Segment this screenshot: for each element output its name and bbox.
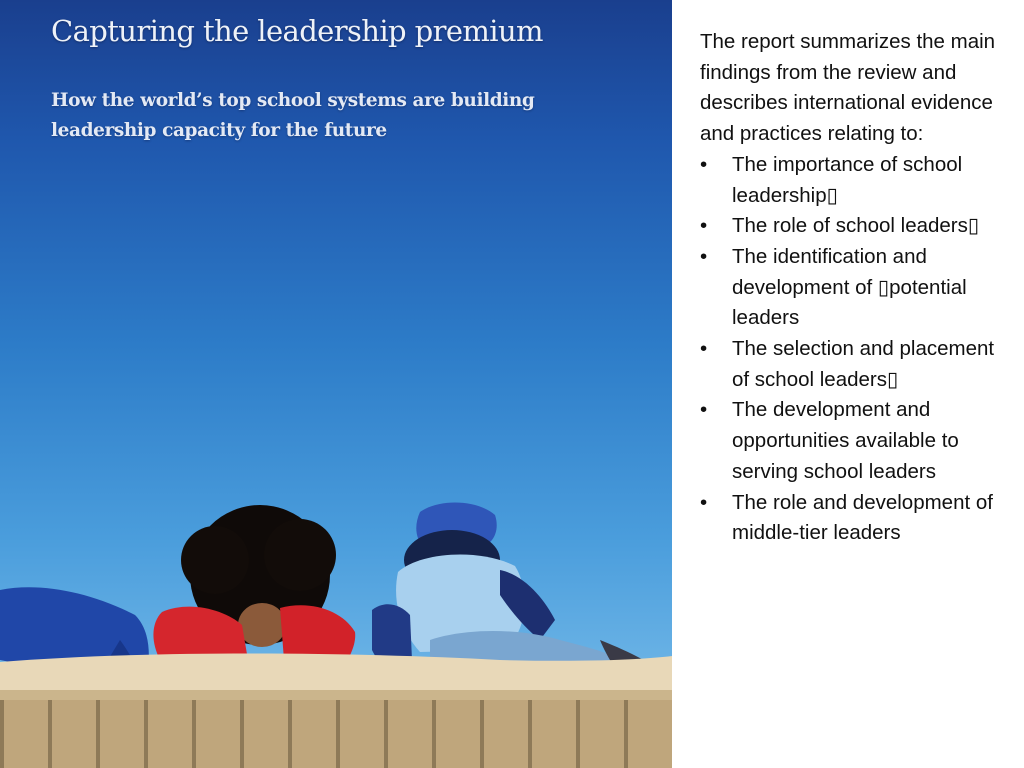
list-item: • The role and development of middle-tier leaders (700, 488, 996, 549)
list-item: • The development and opportunities available to serving school leaders (700, 395, 996, 487)
summary-intro: The report summarizes the main findings from the review and describes international evidence and practices relating to: (700, 30, 996, 146)
list-item: • The identification and development of ▯potential leaders (700, 242, 996, 334)
findings-list (700, 150, 996, 549)
list-item: • The importance of school leadership▯ (700, 150, 996, 211)
cover-title: Capturing the leadership premium (51, 14, 543, 48)
cover-subtitle: How the world’s top school systems are building leadership capacity for the future (51, 90, 535, 141)
list-item: • The role of school leaders▯ (700, 211, 996, 242)
list-item: • The selection and placement of school leaders▯ (700, 334, 996, 395)
fence-boards (0, 700, 672, 768)
report-summary-panel (700, 27, 996, 549)
